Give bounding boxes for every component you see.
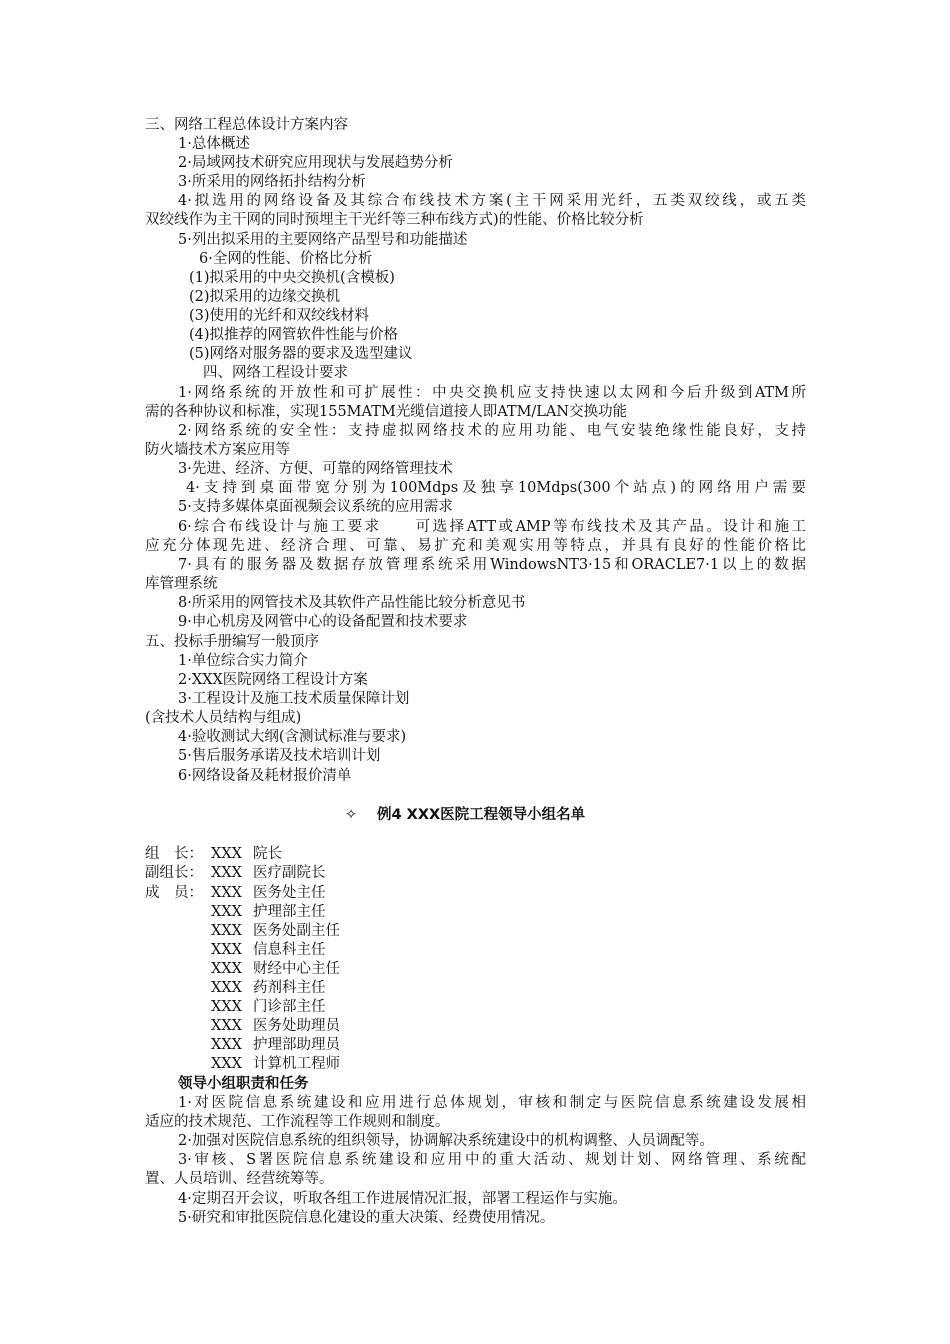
duties-item: 3·审核、S署医院信息系统建设和应用中的重大活动、规划计划、网络管理、系统配	[178, 1152, 806, 1168]
roster-name: XXX	[211, 999, 242, 1015]
roster-title: 财经中心主任	[253, 961, 340, 977]
roster-title: 医疗副院长	[253, 865, 326, 881]
section5-item: 6·网络设备及耗材报价清单	[178, 768, 352, 784]
roster-leader-role: 组 长：	[145, 846, 203, 862]
section5-item: 3·工程设计及施工技术质量保障计划	[178, 691, 410, 707]
roster-title: 医务处主任	[253, 885, 326, 901]
roster-title: 信息科主任	[253, 942, 326, 958]
example4-heading	[345, 806, 585, 825]
section3-item: 1·总体概述	[178, 136, 250, 152]
roster-name: XXX	[211, 923, 242, 939]
section4-item: 6·综合布线设计与施工要求 可选择ATT或AMP等布线技术及其产品。设计和施工	[178, 519, 806, 535]
duties-item: 4·定期召开会议，听取各组工作进展情况汇报，部署工程运作与实施。	[178, 1191, 627, 1207]
section3-subitem: (3)使用的光纤和双绞线材料	[189, 308, 370, 324]
duties-item: 1·对医院信息系统建设和应用进行总体规划，审核和制定与医院信息系统建设发展相	[178, 1095, 806, 1111]
section5-item: 1·单位综合实力简介	[178, 653, 308, 669]
section5-item-continued: (含技术人员结构与组成)	[145, 710, 302, 726]
section4-item-continued: 防火墙技术方案应用等	[145, 442, 290, 458]
section5-item: 2·XXX医院网络工程设计方案	[178, 672, 368, 688]
example4-title: 例4 XXX医院工程领导小组名单	[377, 807, 586, 823]
section3-item: 6·全网的性能、价格比分析	[199, 251, 373, 267]
roster-name: XXX	[211, 904, 242, 920]
section3-title: 三、网络工程总体设计方案内容	[145, 117, 348, 133]
duties-item: 2·加强对医院信息系统的组织领导，协调解决系统建设中的机构调整、人员调配等。	[178, 1133, 714, 1149]
section3-item-continued: 双绞线作为主干网的同时预埋主干光纤等三种布线方式)的性能、价格比较分析	[145, 212, 644, 228]
section3-item: 4·拟选用的网络设备及其综合布线技术方案(主干网采用光纤，五类双绞线，或五类	[178, 193, 806, 209]
section3-item: 3·所采用的网络拓扑结构分析	[178, 174, 366, 190]
section3-subitem: (4)拟推荐的网管软件性能与价格	[189, 327, 399, 343]
section5-item: 5·售后服务承诺及技术培训计划	[178, 748, 381, 764]
section3-subitem: (2)拟采用的边缘交换机	[189, 289, 341, 305]
roster-name: XXX	[211, 980, 242, 996]
roster-name: XXX	[211, 885, 242, 901]
roster-name: XXX	[211, 1018, 242, 1034]
roster-member-role: 成 员：	[145, 885, 203, 901]
duties-title: 领导小组职责和任务	[178, 1076, 309, 1092]
roster-name: XXX	[211, 846, 242, 862]
section4-item: 7·具有的服务器及数据存放管理系统采用WindowsNT3·15和ORACLE7·1以上的数据	[178, 557, 806, 573]
roster-title: 计算机工程师	[253, 1056, 340, 1072]
section4-item: 9·申心机房及网管中心的设备配置和技术要求	[178, 614, 468, 630]
section3-subitem: (1)拟采用的中央交换机(含模板)	[189, 270, 395, 286]
section5-item: 4·验收测试大纲(含测试标准与要求)	[178, 729, 407, 745]
section5-title: 五、投标手册编写一般顶序	[145, 634, 319, 650]
section4-item: 8·所采用的网管技术及其软件产品性能比较分析意见书	[178, 595, 526, 611]
section3-item: 5·列出拟采用的主要网络产品型号和功能描述	[178, 232, 468, 248]
roster-name: XXX	[211, 961, 242, 977]
section4-item-continued: 库管理系统	[145, 576, 218, 592]
roster-name: XXX	[211, 1056, 242, 1072]
section4-item-continued: 应充分体现先进、经济合理、可靠、易扩充和美观实用等特点，并具有良好的性能价格比	[145, 538, 806, 554]
section4-title: 四、网络工程设计要求	[203, 365, 348, 381]
roster-deputy-role: 副组长：	[145, 865, 203, 881]
roster-title: 医务处助理员	[253, 1018, 340, 1034]
section3-item: 2·局域网技术研究应用现状与发展趋势分析	[178, 155, 453, 171]
diamond-bullet-icon: ✧	[345, 807, 358, 823]
roster-name: XXX	[211, 865, 242, 881]
roster-title: 护理部助理员	[253, 1037, 340, 1053]
section3-subitem: (5)网络对服务器的要求及选型建议	[189, 346, 413, 362]
section4-item: 5·支持多媒体桌面视频会议系统的应用需求	[178, 499, 453, 515]
section4-item: 3·先进、经济、方便、可靠的网络管理技术	[178, 461, 453, 477]
section4-item: 4·支持到桌面带宽分别为100Mdps及独享10Mdps(300个站点)的网络用户需要	[186, 480, 806, 496]
roster-title: 院长	[253, 846, 282, 862]
section4-item-continued: 需的各种协议和标准，实现155MATM光缆信道接人即ATM/LAN交换功能	[145, 404, 628, 420]
duties-item-continued: 适应的技术规范、工作流程等工作规则和制度。	[145, 1114, 450, 1130]
section4-item: 1·网络系统的开放性和可扩展性：中央交换机应支持快速以太网和今后升级到ATM所	[178, 385, 806, 401]
roster-title: 门诊部主任	[253, 999, 326, 1015]
roster-name: XXX	[211, 1037, 242, 1053]
roster-title: 药剂科主任	[253, 980, 326, 996]
roster-name: XXX	[211, 942, 242, 958]
duties-item: 5·研究和审批医院信息化建设的重大决策、经费使用情况。	[178, 1210, 555, 1226]
roster-title: 医务处副主任	[253, 923, 340, 939]
section4-item: 2·网络系统的安全性：支持虚拟网络技术的应用功能、电气安装绝缘性能良好，支持	[178, 423, 806, 439]
duties-item-continued: 置、人员培训、经营统筹等。	[145, 1171, 334, 1187]
roster-title: 护理部主任	[253, 904, 326, 920]
